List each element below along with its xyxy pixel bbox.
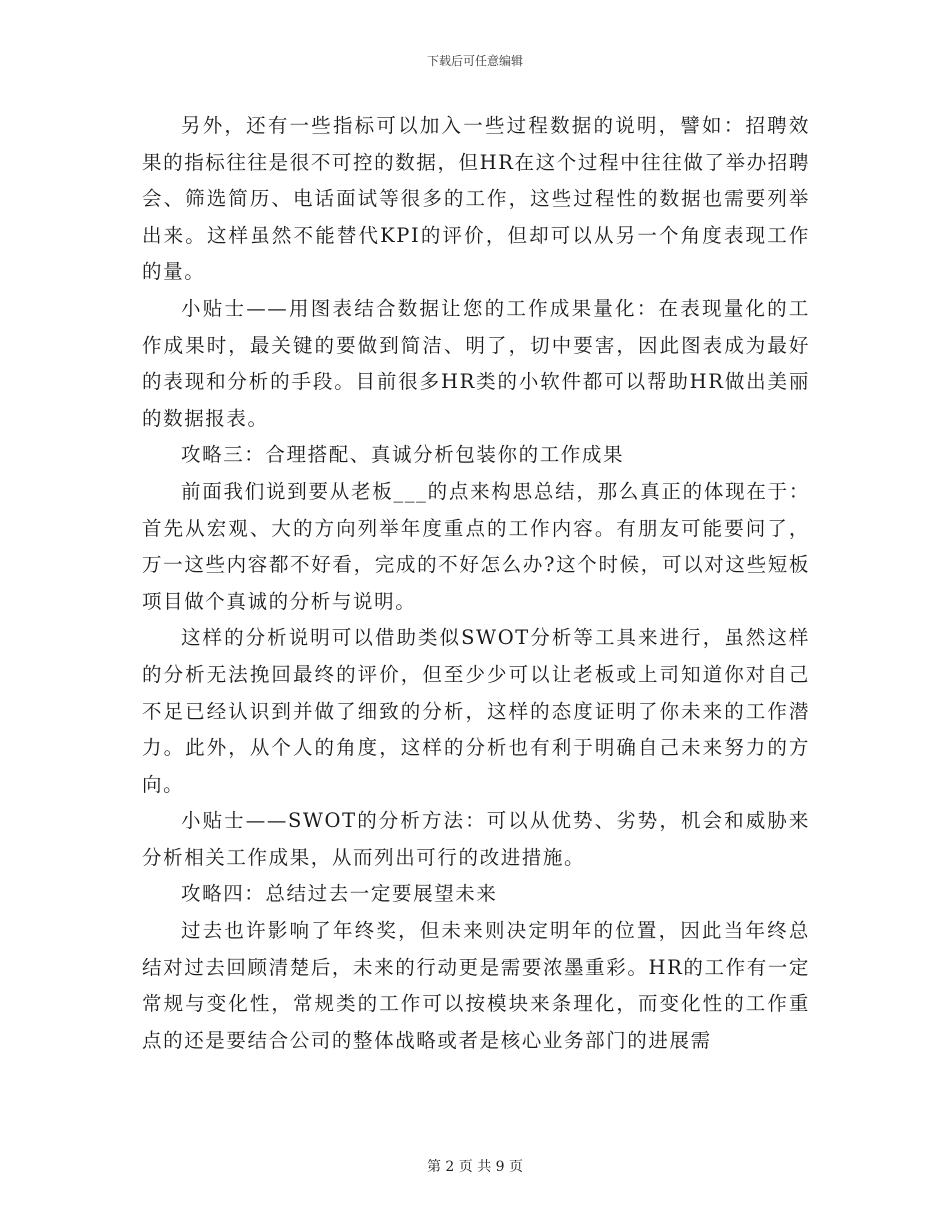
page-header: 下载后可任意编辑 bbox=[426, 54, 523, 68]
paragraph-swot-analysis: 这样的分析说明可以借助类似SWOT分析等工具来进行，虽然这样的分析无法挽回最终的评价，但至少少可以让老板或上司知道你对自己不足已经认识到并做了细致的分析，这样的态度证明了你未来的工作潜力。此外，从个人的角度，这样的分析也有利于明确自己未来努力的方向。 bbox=[142, 626, 810, 796]
heading-strategy-four: 攻略四：总结过去一定要展望未来 bbox=[181, 882, 498, 906]
paragraph-boss-perspective: 前面我们说到要从老板___的点来构思总结，那么真正的体现在于：首先从宏观、大的方向列举年度重点的工作内容。有朋友可能要问了，万一这些内容都不好看，完成的不好怎么办?这个时候，可以对这些短板项目做个真诚的分析与说明。 bbox=[142, 479, 810, 613]
paragraph-tip-swot: 小贴士——SWOT的分析方法：可以从优势、劣势，机会和威胁来分析相关工作成果，从而列出可行的改进措施。 bbox=[142, 809, 810, 869]
paragraph-tip-charts: 小贴士——用图表结合数据让您的工作成果量化：在表现量化的工作成果时，最关键的要做到简洁、明了，切中要害，因此图表成为最好的表现和分析的手段。目前很多HR类的小软件都可以帮助HR做出美丽的数据报表。 bbox=[142, 296, 810, 430]
paragraph-process-data: 另外，还有一些指标可以加入一些过程数据的说明，譬如：招聘效果的指标往往是很不可控的数据，但HR在这个过程中往往做了举办招聘会、筛选简历、电话面试等很多的工作，这些过程性的数据也需要列举出来。这样虽然不能替代KPI的评价，但却可以从另一个角度表现工作的量。 bbox=[142, 114, 810, 284]
paragraph-look-ahead: 过去也许影响了年终奖，但未来则决定明年的位置，因此当年终总结对过去回顾清楚后，未来的行动更是需要浓墨重彩。HR的工作有一定常规与变化性，常规类的工作可以按模块来条理化，而变化性的工作重点的还是要结合公司的整体战略或者是核心业务部门的进展需 bbox=[142, 919, 810, 1052]
document-body bbox=[142, 108, 810, 1059]
page-footer: 第 2 页 共 9 页 bbox=[426, 1159, 524, 1175]
heading-strategy-three: 攻略三：合理搭配、真诚分析包装你的工作成果 bbox=[181, 443, 625, 467]
